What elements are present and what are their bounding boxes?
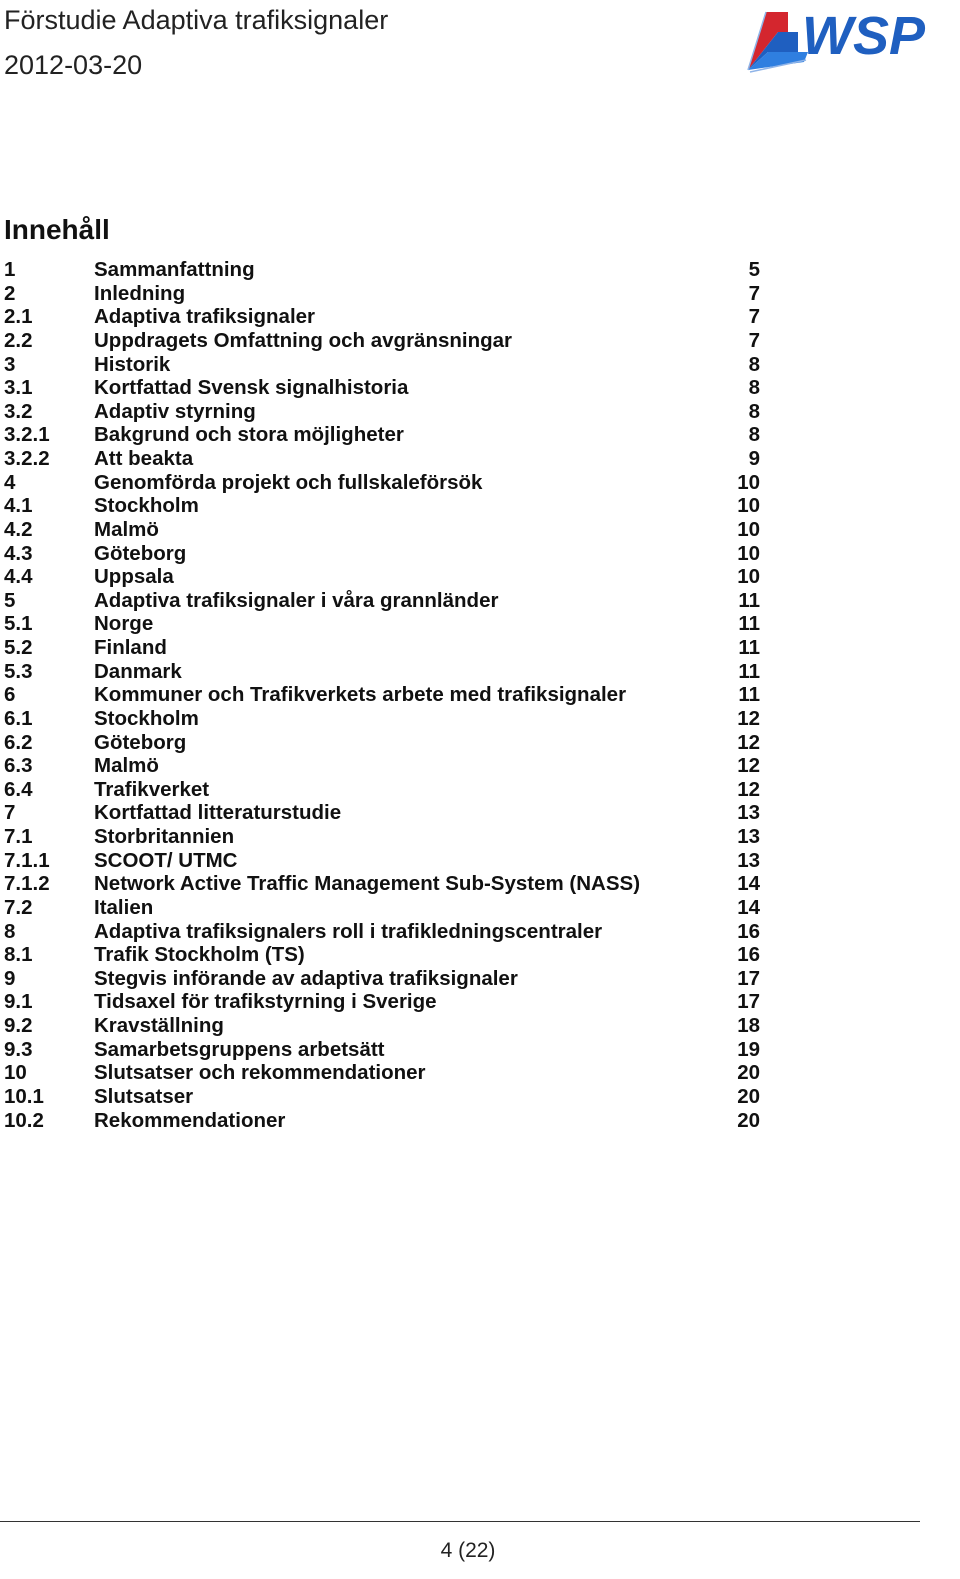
toc-entry-title: Rekommendationer xyxy=(94,1108,286,1132)
toc-entry-number: 2 xyxy=(4,281,16,305)
toc-entry-page: 10 xyxy=(737,517,760,541)
toc-entry[interactable] xyxy=(4,872,762,896)
toc-entry-number: 8.1 xyxy=(4,943,33,967)
toc-entry-page: 13 xyxy=(737,848,760,872)
toc-entry[interactable] xyxy=(4,258,762,282)
toc-entry-number: 9 xyxy=(4,966,16,990)
toc-entry-title: Network Active Traffic Management Sub-System (NASS) xyxy=(94,872,641,896)
toc-entry-number: 4.2 xyxy=(4,517,33,541)
toc-entry-page: 18 xyxy=(737,1014,760,1037)
toc-entry[interactable] xyxy=(4,778,762,802)
toc-entry-title: Tidsaxel för trafikstyrning i Sverige xyxy=(94,990,437,1014)
toc-entry-page: 11 xyxy=(738,683,760,707)
toc-entry-page: 8 xyxy=(748,399,760,423)
toc-entry[interactable] xyxy=(4,636,762,660)
toc-entry-number: 2.2 xyxy=(4,328,33,352)
toc-entry-title: Bakgrund och stora möjligheter xyxy=(94,423,404,447)
toc-entry[interactable] xyxy=(4,329,762,353)
toc-entry-page: 16 xyxy=(737,943,760,967)
toc-entry-page: 10 xyxy=(737,470,760,494)
toc-entry-page: 10 xyxy=(737,565,760,589)
toc-entry-page: 13 xyxy=(737,825,760,848)
toc-entry-title: Samarbetsgruppens arbetsätt xyxy=(94,1037,385,1061)
toc-entry-number: 3 xyxy=(4,352,16,376)
toc-entry-page: 11 xyxy=(738,588,760,612)
toc-entry[interactable] xyxy=(4,896,762,920)
toc-entry[interactable] xyxy=(4,1061,762,1085)
toc-entry[interactable] xyxy=(4,1085,762,1109)
page-number: 4 (22) xyxy=(440,1539,496,1562)
toc-entry-number: 5.2 xyxy=(4,636,33,659)
toc-entry[interactable] xyxy=(4,707,762,731)
toc-entry-number: 4 xyxy=(4,470,16,494)
toc-entry-title: Italien xyxy=(94,895,154,919)
toc-entry-page: 13 xyxy=(737,801,760,825)
toc-entry-page: 20 xyxy=(737,1061,760,1085)
toc-entry[interactable] xyxy=(4,589,762,613)
toc-entry[interactable] xyxy=(4,282,762,306)
toc-entry-title: Kravställning xyxy=(94,1014,224,1037)
toc-entry[interactable] xyxy=(4,518,762,542)
toc-entry-title: Stockholm xyxy=(94,706,199,730)
wsp-logo xyxy=(744,4,956,74)
toc-entry-page: 17 xyxy=(737,966,760,990)
toc-entry-page: 12 xyxy=(737,706,760,730)
toc-entry[interactable] xyxy=(4,305,762,329)
toc-entry-number: 10.2 xyxy=(4,1108,44,1132)
toc-entry-title: Kortfattad Svensk signalhistoria xyxy=(94,376,409,400)
toc-entry-number: 3.2.2 xyxy=(4,447,50,470)
toc-entry-title: Malmö xyxy=(94,754,159,778)
toc-entry-number: 7.1 xyxy=(4,825,33,848)
toc-entry-number: 9.2 xyxy=(4,1014,33,1037)
wsp-logo-wordmark: WSP xyxy=(802,6,926,66)
toc-entry-title: Kommuner och Trafikverkets arbete med trafiksignaler xyxy=(94,683,627,707)
toc-entry[interactable] xyxy=(4,565,762,589)
toc-entry[interactable] xyxy=(4,967,762,991)
toc-entry-title: Norge xyxy=(94,612,154,636)
toc-entry-page: 14 xyxy=(737,872,760,896)
toc-entry-title: Göteborg xyxy=(94,541,187,565)
toc-entry-title: Kortfattad litteraturstudie xyxy=(94,801,342,825)
toc-entry[interactable] xyxy=(4,660,762,684)
toc-entry-number: 9.3 xyxy=(4,1037,33,1061)
toc-entry-number: 3.1 xyxy=(4,376,33,400)
toc-entry-number: 8 xyxy=(4,919,16,943)
toc-entry[interactable] xyxy=(4,943,762,967)
toc-entry-title: Slutsatser och rekommendationer xyxy=(94,1061,426,1085)
toc-entry-page: 8 xyxy=(748,376,760,400)
toc-entry[interactable] xyxy=(4,920,762,944)
toc-entry-number: 5 xyxy=(4,588,16,612)
toc-entry-page: 14 xyxy=(737,895,760,919)
toc-entry[interactable] xyxy=(4,542,762,566)
toc-entry-number: 5.1 xyxy=(4,612,33,636)
wsp-logo-mark-icon xyxy=(748,12,808,72)
toc-entry-page: 12 xyxy=(737,730,760,754)
toc-entry-title: SCOOT/ UTMC xyxy=(94,848,238,872)
toc-entry[interactable] xyxy=(4,376,762,400)
toc-entry-title: Trafik Stockholm (TS) xyxy=(94,943,305,967)
toc-entry-title: Adaptiva trafiksignalers roll i trafikledningscentraler xyxy=(94,919,603,943)
toc-heading: Innehåll xyxy=(4,214,110,245)
toc-entry-number: 7.2 xyxy=(4,895,33,919)
toc-entry-number: 3.2 xyxy=(4,399,33,423)
toc-entry-number: 6 xyxy=(4,683,16,707)
toc-entry[interactable] xyxy=(4,400,762,424)
toc-entry-page: 8 xyxy=(748,423,760,447)
toc-entry[interactable] xyxy=(4,353,762,377)
document-title: Förstudie Adaptiva trafiksignaler xyxy=(4,5,389,35)
toc-entry[interactable] xyxy=(4,612,762,636)
toc-entry-page: 11 xyxy=(738,659,760,683)
toc-entry-number: 6.2 xyxy=(4,730,33,754)
toc-entry-title: Adaptiva trafiksignaler i våra grannländer xyxy=(94,588,499,612)
toc-entry-title: Inledning xyxy=(94,281,186,305)
toc-entry-title: Att beakta xyxy=(94,447,194,470)
toc-entry[interactable] xyxy=(4,754,762,778)
toc-entry-number: 5.3 xyxy=(4,659,33,683)
toc-entry[interactable] xyxy=(4,1014,762,1038)
toc-entry-page: 20 xyxy=(737,1084,760,1108)
toc-entry[interactable] xyxy=(4,990,762,1014)
toc-entry[interactable] xyxy=(4,1109,762,1133)
table-of-contents xyxy=(4,258,762,1132)
toc-entry[interactable] xyxy=(4,801,762,825)
toc-entry-number: 3.2.1 xyxy=(4,423,50,447)
toc-entry-title: Trafikverket xyxy=(94,777,210,801)
toc-entry-number: 9.1 xyxy=(4,990,33,1014)
toc-entry[interactable] xyxy=(4,447,762,471)
toc-entry[interactable] xyxy=(4,731,762,755)
toc-entry-title: Uppdragets Omfattning och avgränsningar xyxy=(94,328,513,352)
toc-entry-number: 7.1.2 xyxy=(4,872,50,896)
toc-entry-number: 6.4 xyxy=(4,777,33,801)
toc-entry-title: Adaptiva trafiksignaler xyxy=(94,305,316,329)
toc-entry-number: 10.1 xyxy=(4,1084,44,1108)
toc-entry-number: 10 xyxy=(4,1061,27,1085)
toc-entry-page: 19 xyxy=(737,1037,760,1061)
toc-entry-page: 11 xyxy=(738,636,760,659)
toc-entry-page: 12 xyxy=(737,777,760,801)
toc-entry-title: Sammanfattning xyxy=(94,258,255,281)
toc-entry-page: 10 xyxy=(737,494,760,518)
toc-entry[interactable] xyxy=(4,1038,762,1062)
toc-entry-page: 12 xyxy=(737,754,760,778)
toc-entry-page: 17 xyxy=(737,990,760,1014)
toc-entry[interactable] xyxy=(4,423,762,447)
toc-entry-title: Adaptiv styrning xyxy=(94,399,256,423)
toc-entry-page: 9 xyxy=(748,447,760,470)
toc-entry-page: 7 xyxy=(748,305,760,329)
toc-entry-number: 2.1 xyxy=(4,305,33,329)
document-date: 2012-03-20 xyxy=(4,50,143,80)
toc-entry-number: 7.1.1 xyxy=(4,848,50,872)
toc-entry-page: 7 xyxy=(748,281,760,305)
toc-entry-number: 6.3 xyxy=(4,754,33,778)
toc-entry-title: Genomförda projekt och fullskaleförsök xyxy=(94,470,483,494)
toc-entry-title: Göteborg xyxy=(94,730,187,754)
toc-entry[interactable] xyxy=(4,494,762,518)
toc-entry-page: 5 xyxy=(748,258,760,281)
toc-entry-number: 4.4 xyxy=(4,565,33,589)
toc-entry-number: 1 xyxy=(4,258,16,281)
toc-entry-page: 8 xyxy=(748,352,760,376)
toc-entry-title: Stegvis införande av adaptiva trafiksignaler xyxy=(94,966,518,990)
toc-entry-title: Storbritannien xyxy=(94,825,235,848)
toc-entry-page: 20 xyxy=(737,1108,760,1132)
toc-entry[interactable] xyxy=(4,683,762,707)
toc-entry-number: 4.3 xyxy=(4,541,33,565)
toc-entry-title: Historik xyxy=(94,352,171,376)
toc-entry-number: 7 xyxy=(4,801,16,825)
toc-entry-title: Danmark xyxy=(94,659,182,683)
toc-entry-page: 7 xyxy=(748,328,760,352)
toc-entry-page: 16 xyxy=(737,919,760,943)
toc-entry-title: Slutsatser xyxy=(94,1084,194,1108)
toc-entry-page: 10 xyxy=(737,541,760,565)
footer-divider xyxy=(0,1521,920,1522)
toc-entry-title: Malmö xyxy=(94,517,159,541)
toc-entry-number: 4.1 xyxy=(4,494,33,518)
toc-entry[interactable] xyxy=(4,825,762,849)
toc-entry-number: 6.1 xyxy=(4,706,33,730)
toc-entry-title: Uppsala xyxy=(94,565,174,589)
toc-entry[interactable] xyxy=(4,471,762,495)
toc-entry-page: 11 xyxy=(738,612,760,636)
toc-entry[interactable] xyxy=(4,849,762,873)
toc-entry-title: Finland xyxy=(94,636,167,659)
toc-entry-title: Stockholm xyxy=(94,494,199,518)
